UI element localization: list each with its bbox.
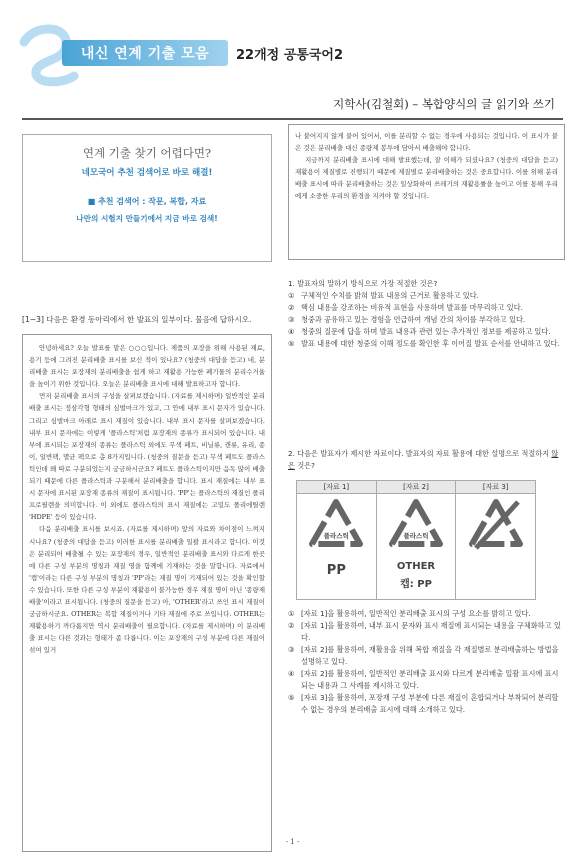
promo-box xyxy=(22,134,272,262)
promo-heading: 연계 기출 찾기 어렵다면? xyxy=(82,146,212,160)
promo-subheading: 네모국어 추천 검색어로 바로 해결! xyxy=(81,168,213,178)
figure-label: [자료 3] xyxy=(456,481,535,494)
left-column xyxy=(22,124,272,852)
page-number: - 1 - xyxy=(285,838,300,846)
answer-option[interactable]: ② [자료 1]을 활용하여, 내부 표시 문자와 표시 재질에 표시되는 내용을 구체화하고 있다. xyxy=(288,621,561,642)
answer-option[interactable]: ② 핵심 내용을 강조하는 비유적 표현을 사용하며 발표를 마무리하고 있다. xyxy=(288,303,523,312)
header-subject: 22개정 공통국어2 xyxy=(236,48,344,63)
question-set-header: [1~3] 다음은 환경 동아리에서 한 발표의 일부이다. 물음에 답하시오. xyxy=(22,315,252,324)
figure-cap-mark: 캡: PP xyxy=(400,579,432,590)
figure-material-mark: OTHER xyxy=(396,561,436,572)
no-recycle-triangle-icon xyxy=(468,498,524,550)
passage-paragraph: 지금까지 분리배출 표시에 대해 발표했는데, 잘 이해가 되셨나요? (청중의 대답을 듣고) 재활용이 제질별로 진행되기 때문에 제질별로 분리배출하는 것은 중요합니다. 이를 위해 분리배출 표시에 따라 분리배출하는 것은 일상화하여 쓰레기의 재활용률을 높이고 이를 통해 우리에게 소중한 우리의 환경을 지켜야 할 것입니다. xyxy=(295,156,558,201)
promo-keywords: ■ 추천 검색어 : 작문, 복합, 자료 xyxy=(87,197,207,206)
answer-option[interactable]: ① [자료 1]을 활용하여, 일반적인 분리배출 표시의 구성 요소를 밝히고 있다. xyxy=(288,609,531,618)
figure-2 xyxy=(377,481,457,599)
figure-inner-text: 플라스틱 xyxy=(323,532,349,540)
right-column xyxy=(288,124,565,716)
figure-1 xyxy=(297,481,377,599)
header-badge: 내신 연계 기출 모음 xyxy=(62,40,228,66)
passage-continued-box xyxy=(288,124,565,260)
page-title: 지학사(김철회) – 복합양식의 글 읽기와 쓰기 xyxy=(333,97,555,111)
answer-option[interactable]: ⑤ [자료 3]을 활용하여, 포장재 구성 부분에 다른 재질이 혼합되거나 부착되어 분리할 수 없는 경우의 분리배출 표시에 대해 소개하고 있다. xyxy=(288,693,559,714)
passage-paragraph: 다음 분리배출 표시를 보시죠. (자료를 제시하며) 앞의 자료와 차이점이 느껴지시나요? (청중의 대답을 듣고) 이러한 표시를 분리배출 일괄 표시라고 합니다. 이것은 분리되어 배출될 수 있는 포장재의 경우, 일반적인 분리배출 표시와 다르게 한곳에 다른 구성 부분의 명칭과 재질 명을 함께에 기재하는 것을 말합니다. 자료에서 '캡'이라는 다른 구성 부분의 명칭과 'PP'라는 재질 명이 기재되어 있는 것을 확인할 수 있습니다. 또한 다른 구성 부분이 재활용이 불가능한 경우 재질 명이 아닌 '종량제 배출'이라고 표시됩니다. (청중의 질문을 듣고) 아, 'OTHER'라고 쓰인 표시 재질이 궁금하시군요. OTHER는 복합 재질이거나 기타 재질에 주로 쓰입니다. OTHER는 재활용하기 까다롭지만 역시 분리배출이 필요합니다. (자료를 제시하며) 이 분리배출 표시는 다른 것과는 형태가 좀 다릅니다. 이는 포장재의 구성 부분에 다른 재질이 섞여 있거 xyxy=(29,525,265,655)
answer-option[interactable]: ③ [자료 2]를 활용하여, 재활용을 위해 복합 재질을 각 재질별로 분리배출하는 방법을 설명하고 있다. xyxy=(288,645,559,666)
figure-material-mark: PP xyxy=(326,563,346,578)
answer-option[interactable]: ④ [자료 2]를 활용하여, 일반적인 분리배출 표시와 다르게 분리배출 일괄 표시에 표시되는 내용과 그 사례를 제시하고 있다. xyxy=(288,669,559,690)
figure-3 xyxy=(456,481,535,599)
passage-paragraph: 나 붙어지지 않게 붙어 있어서, 이를 분리할 수 없는 경우에 사용되는 것입니다. 이 표시가 붙은 것은 분리배출 대신 종량제 봉투에 담아서 배출해야 합니다. xyxy=(295,132,558,153)
answer-option[interactable]: ③ 청중과 공유하고 있는 경험을 언급하여 개념 간의 차이를 부각하고 있다. xyxy=(288,315,526,324)
figure-label: [자료 2] xyxy=(377,481,456,494)
figure-label: [자료 1] xyxy=(297,481,376,494)
answer-option[interactable]: ① 구체적인 수치를 밝혀 발표 내용의 근거로 활용하고 있다. xyxy=(288,291,479,300)
promo-tagline: 나만의 시험지 만들기에서 지금 바로 검색! xyxy=(76,214,218,223)
question-2 xyxy=(288,448,565,716)
question-1 xyxy=(288,278,565,350)
answer-option[interactable]: ⑤ 발표 내용에 대한 청중의 이해 정도를 확인한 후 이어질 발표 순서를 안내하고 있다. xyxy=(288,339,560,348)
question-stem: 1. 발표자의 말하기 방식으로 가장 적절한 것은? xyxy=(288,279,438,288)
passage-paragraph: 안녕하세요? 오늘 발표를 맡은 ○○○입니다. 제품의 포장을 위해 사용된 재료, 용기 등에 그려진 분리배출 표시를 보신 적이 있나요? (청중의 대답을 듣고) 네, 분리배출 표시는 포장재의 분리배출을 쉽게 하고 재활용 가능한 폐기물의 분리수거율을 높이기 위한 것입니다. 오늘은 분리배출 표시에 대해 발표하고자 합니다. xyxy=(29,344,265,389)
passage-box xyxy=(22,334,272,852)
figure-inner-text: 플라스틱 xyxy=(403,532,429,540)
recycle-triangle-icon xyxy=(388,498,444,550)
answer-option[interactable]: ④ 청중의 질문에 답을 하며 발표 내용과 관련 있는 추가적인 정보를 제공하고 있다. xyxy=(288,327,551,336)
recycle-triangle-icon xyxy=(308,498,364,550)
passage-paragraph: 먼저 분리배출 표시의 구성을 살펴보겠습니다. (자료를 제시하며) 일반적인 분리배출 표시는 정삼각형 형태의 심벌마크가 있고, 그 안에 내부 표시 문자가 있습니다. 그리고 심벌마크 아래로 표시 재질이 있습니다. 내부 표시 문자를 살펴보겠습니다. 내부 표시 문자에는 이렇게 '플라스틱'처럼 포장재의 종류가 표시되어 있습니다. 내부에 표시되는 포장재의 종류는 플라스틱 외에도 무색 페트, 비닐류, 캔류, 유리, 종이, 일반팩, 멸균 팩으로 총 8가지입니다. (청중의 질문을 듣고) 무색 페트도 플라스틱인데 왜 따로 구분되었는지 궁금하시군요? 페트도 플라스틱이지만 음독 많이 배출되기 때문에 다른 플라스틱과 구분해서 분리배출을 합니다. 표시 재질에는 내부 표시 문자에 표시된 포장재 종류의 재질이 표시됩니다. 'PP'는 플라스틱의 재질인 폴리프로필렌을 의미합니다. 이 외에도 플라스틱의 표시 재질에는 고밀도 폴리에틸렌 'HDPE' 등이 있습니다. xyxy=(29,392,265,522)
header-divider xyxy=(22,118,563,120)
figure-row xyxy=(296,480,536,600)
question-stem: 2. 다음은 발표자가 제시한 자료이다. 발표자의 자료 활용에 대한 설명으로 적절하지 않은 것은? xyxy=(288,449,559,470)
